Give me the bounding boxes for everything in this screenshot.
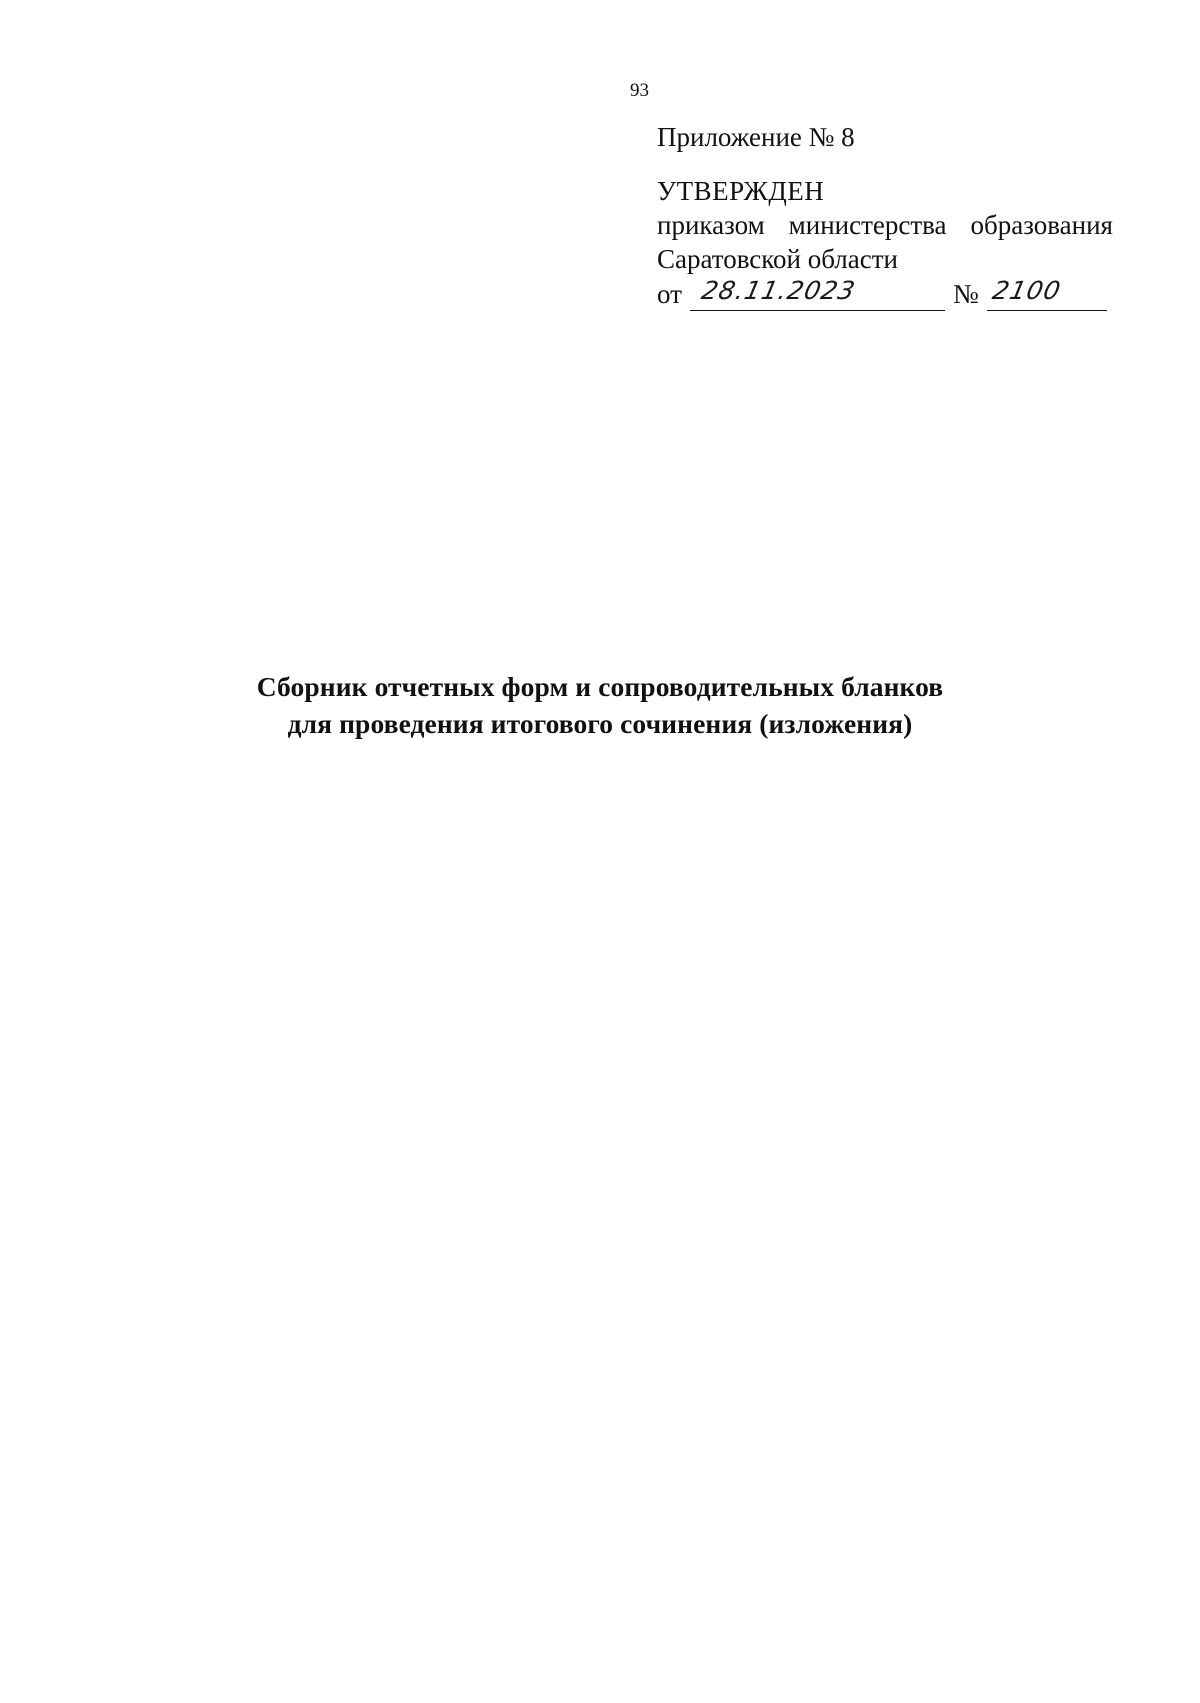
title-line-2: для проведения итогового сочинения (изложения) bbox=[287, 708, 913, 739]
order-word: приказом bbox=[657, 210, 765, 240]
handwritten-date: 28.11.2023 bbox=[698, 276, 859, 305]
date-prefix: от bbox=[657, 279, 682, 309]
order-issuer-line bbox=[657, 208, 1113, 242]
approved-heading: УТВЕРЖДЕН bbox=[657, 176, 825, 206]
order-date-number-line bbox=[657, 276, 1127, 311]
approval-stamp-block bbox=[657, 120, 1127, 311]
education-word: образования bbox=[970, 210, 1113, 240]
document-title bbox=[0, 668, 1200, 742]
handwritten-number: 2100 bbox=[989, 276, 1064, 305]
appendix-label: Приложение № 8 bbox=[657, 122, 855, 152]
date-fill-line bbox=[690, 276, 945, 311]
page-number: 93 bbox=[630, 80, 649, 101]
number-prefix: № bbox=[952, 279, 979, 309]
title-line-1: Сборник отчетных форм и сопроводительных бланков bbox=[256, 671, 944, 702]
number-fill-line bbox=[987, 276, 1107, 311]
region-line: Саратовской области bbox=[657, 244, 898, 274]
ministry-word: министерства bbox=[788, 210, 947, 240]
